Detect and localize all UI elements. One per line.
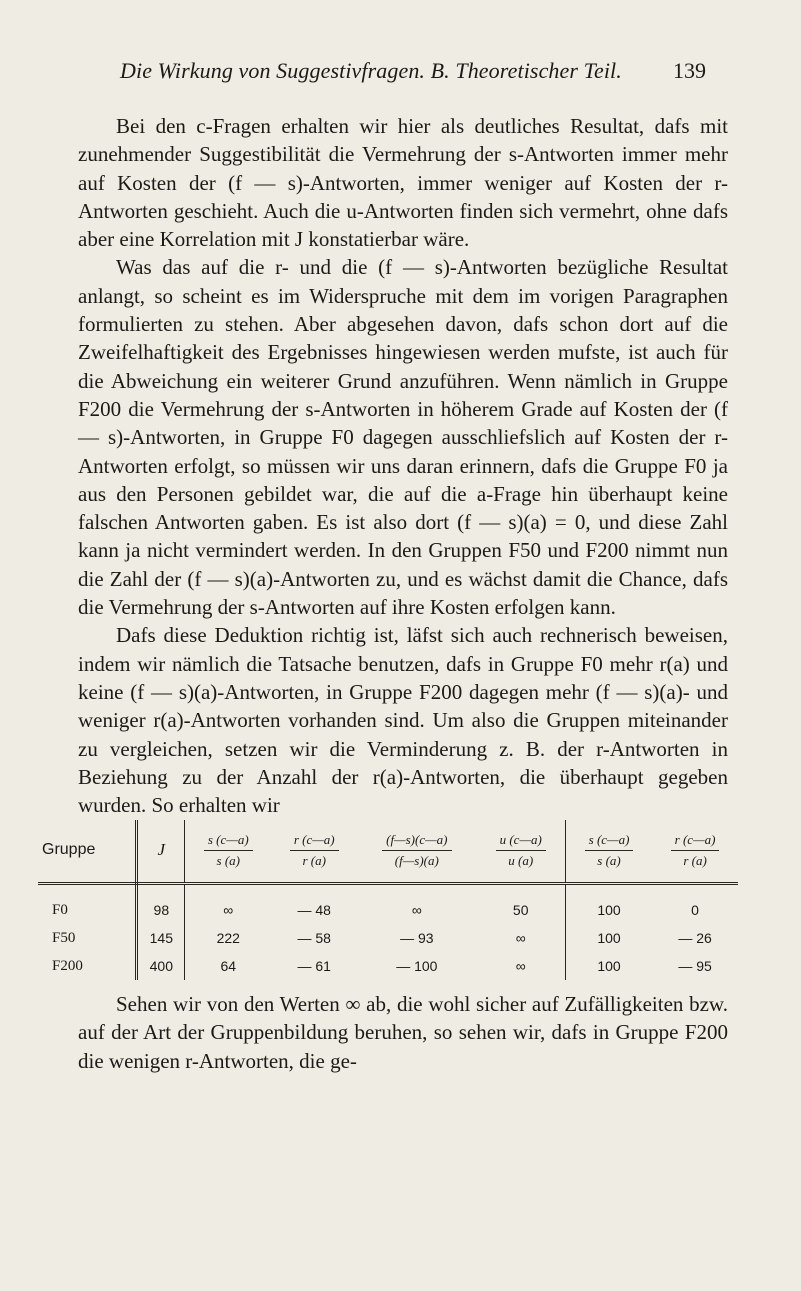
cell: ∞ <box>411 902 422 918</box>
closing-paragraph: Sehen wir von den Werten ∞ ab, die wohl sicher auf Zufälligkeiten bzw. auf der Art der Gruppenbildung beruhen, so sehen wir, dafs in Gruppe F200 die wenigen r-Antworten, die ge- <box>78 992 728 1073</box>
paragraph-2: Was das auf die r- und die (f — s)-Antworten bezügliche Resultat anlangt, so scheint es im Widerspruche mit dem im vorigen Paragraphen formulierten zu stehen. Aber abgesehen davon, dafs schon dort auf die Zweifelhaftigkeit des Ergebnisses hingewiesen werden mufste, ist auch für die Abweichung ein weiterer Grund anzuführen. Wenn nämlich in Gruppe F200 die Vermehrung der s-Antworten in höherem Grade auf Kosten der (f — s)-Antworten, in Gruppe F0 dagegen ausschliefslich auf Kosten der r-Antworten erfolgt, so müssen wir uns daran erinnern, dafs die Gruppe F0 ja aus den Personen gebildet war, die auf die a-Frage hin überhaupt keine falschen Antworten gaben. Es ist also dort (f — s)(a) = 0, und diese Zahl kann ja nicht vermindert werden. In den Gruppen F50 und F200 nimmt nun die Zahl der (f — s)(a)-Antworten zu, und es wächst damit die Chance, dafs die Vermehrung der s-Antworten auf ihre Kosten erfolgen kann. <box>78 255 728 620</box>
closing-text <box>78 990 728 1075</box>
header-col-3: $\frac{(f—s)(c—a)}{(f—s)(a)}$ <box>357 820 476 884</box>
cell: — 58 <box>297 930 331 946</box>
cell: 98 <box>137 884 185 925</box>
paragraph-1: Bei den c-Fragen erhalten wir hier als deutliches Resultat, dafs mit zunehmender Suggestibilität die Vermehrung der s-Antworten immer mehr auf Kosten der (f — s)-Antworten, immer weniger auf Kosten der r-Antworten geschieht. Auch die u-Antworten finden sich vermehrt, ohne dafs aber eine Korrelation mit J konstatierbar wäre. <box>78 114 728 252</box>
table-row <box>38 924 738 952</box>
cell: 400 <box>137 952 185 980</box>
cell: 64 <box>220 958 237 974</box>
cell: ∞ <box>476 952 565 980</box>
cell: 100 <box>597 958 621 974</box>
cell: — 61 <box>297 958 331 974</box>
cell: 0 <box>691 902 699 918</box>
cell: — 93 <box>400 930 434 946</box>
cell: — 95 <box>678 958 712 974</box>
body-text <box>78 112 728 819</box>
header-col-6: $\frac{r (c—a)}{r (a)}$ <box>652 820 738 884</box>
header-col-2: $\frac{r (c—a)}{r (a)}$ <box>271 820 357 884</box>
cell: ∞ <box>476 924 565 952</box>
row-group: F50 <box>38 924 137 952</box>
row-group: F200 <box>38 952 137 980</box>
cell: — 26 <box>678 930 712 946</box>
page-header <box>0 58 801 98</box>
header-delta: J <box>137 820 185 884</box>
header-col-1: $\frac{s (c—a)}{s (a)}$ <box>185 820 272 884</box>
cell: 222 <box>216 930 240 946</box>
cell: 50 <box>476 884 565 925</box>
running-title: Die Wirkung von Suggestivfragen. B. Theoretischer Teil. <box>120 58 622 83</box>
cell: 145 <box>137 924 185 952</box>
page-number: 139 <box>673 58 706 83</box>
table-row <box>38 884 738 925</box>
cell: — 48 <box>297 902 331 918</box>
cell: — 100 <box>396 958 438 974</box>
row-group: F0 <box>38 884 137 925</box>
cell: ∞ <box>223 902 234 918</box>
table-row <box>38 952 738 980</box>
header-gruppe: Gruppe <box>38 820 137 884</box>
results-table <box>38 820 738 980</box>
header-col-4: $\frac{u (c—a)}{u (a)}$ <box>476 820 565 884</box>
paragraph-3: Dafs diese Deduktion richtig ist, läfst sich auch rechnerisch beweisen, indem wir nämlich die Tatsache benutzen, dafs in Gruppe F0 mehr r(a) und keine (f — s)(a)-Antworten, in Gruppe F200 dagegen mehr (f — s)(a)- und weniger r(a)-Antworten vorhanden sind. Um also die Gruppen miteinander zu vergleichen, setzen wir die Verminderung z. B. der r-Antworten in Beziehung zu der Anzahl der r(a)-Antworten, die überhaupt gegeben wurden. So erhalten wir <box>78 623 728 818</box>
cell: 100 <box>597 930 621 946</box>
cell: 100 <box>597 902 621 918</box>
header-col-5: $\frac{s (c—a)}{s (a)}$ <box>565 820 652 884</box>
table-header-row <box>38 820 738 884</box>
